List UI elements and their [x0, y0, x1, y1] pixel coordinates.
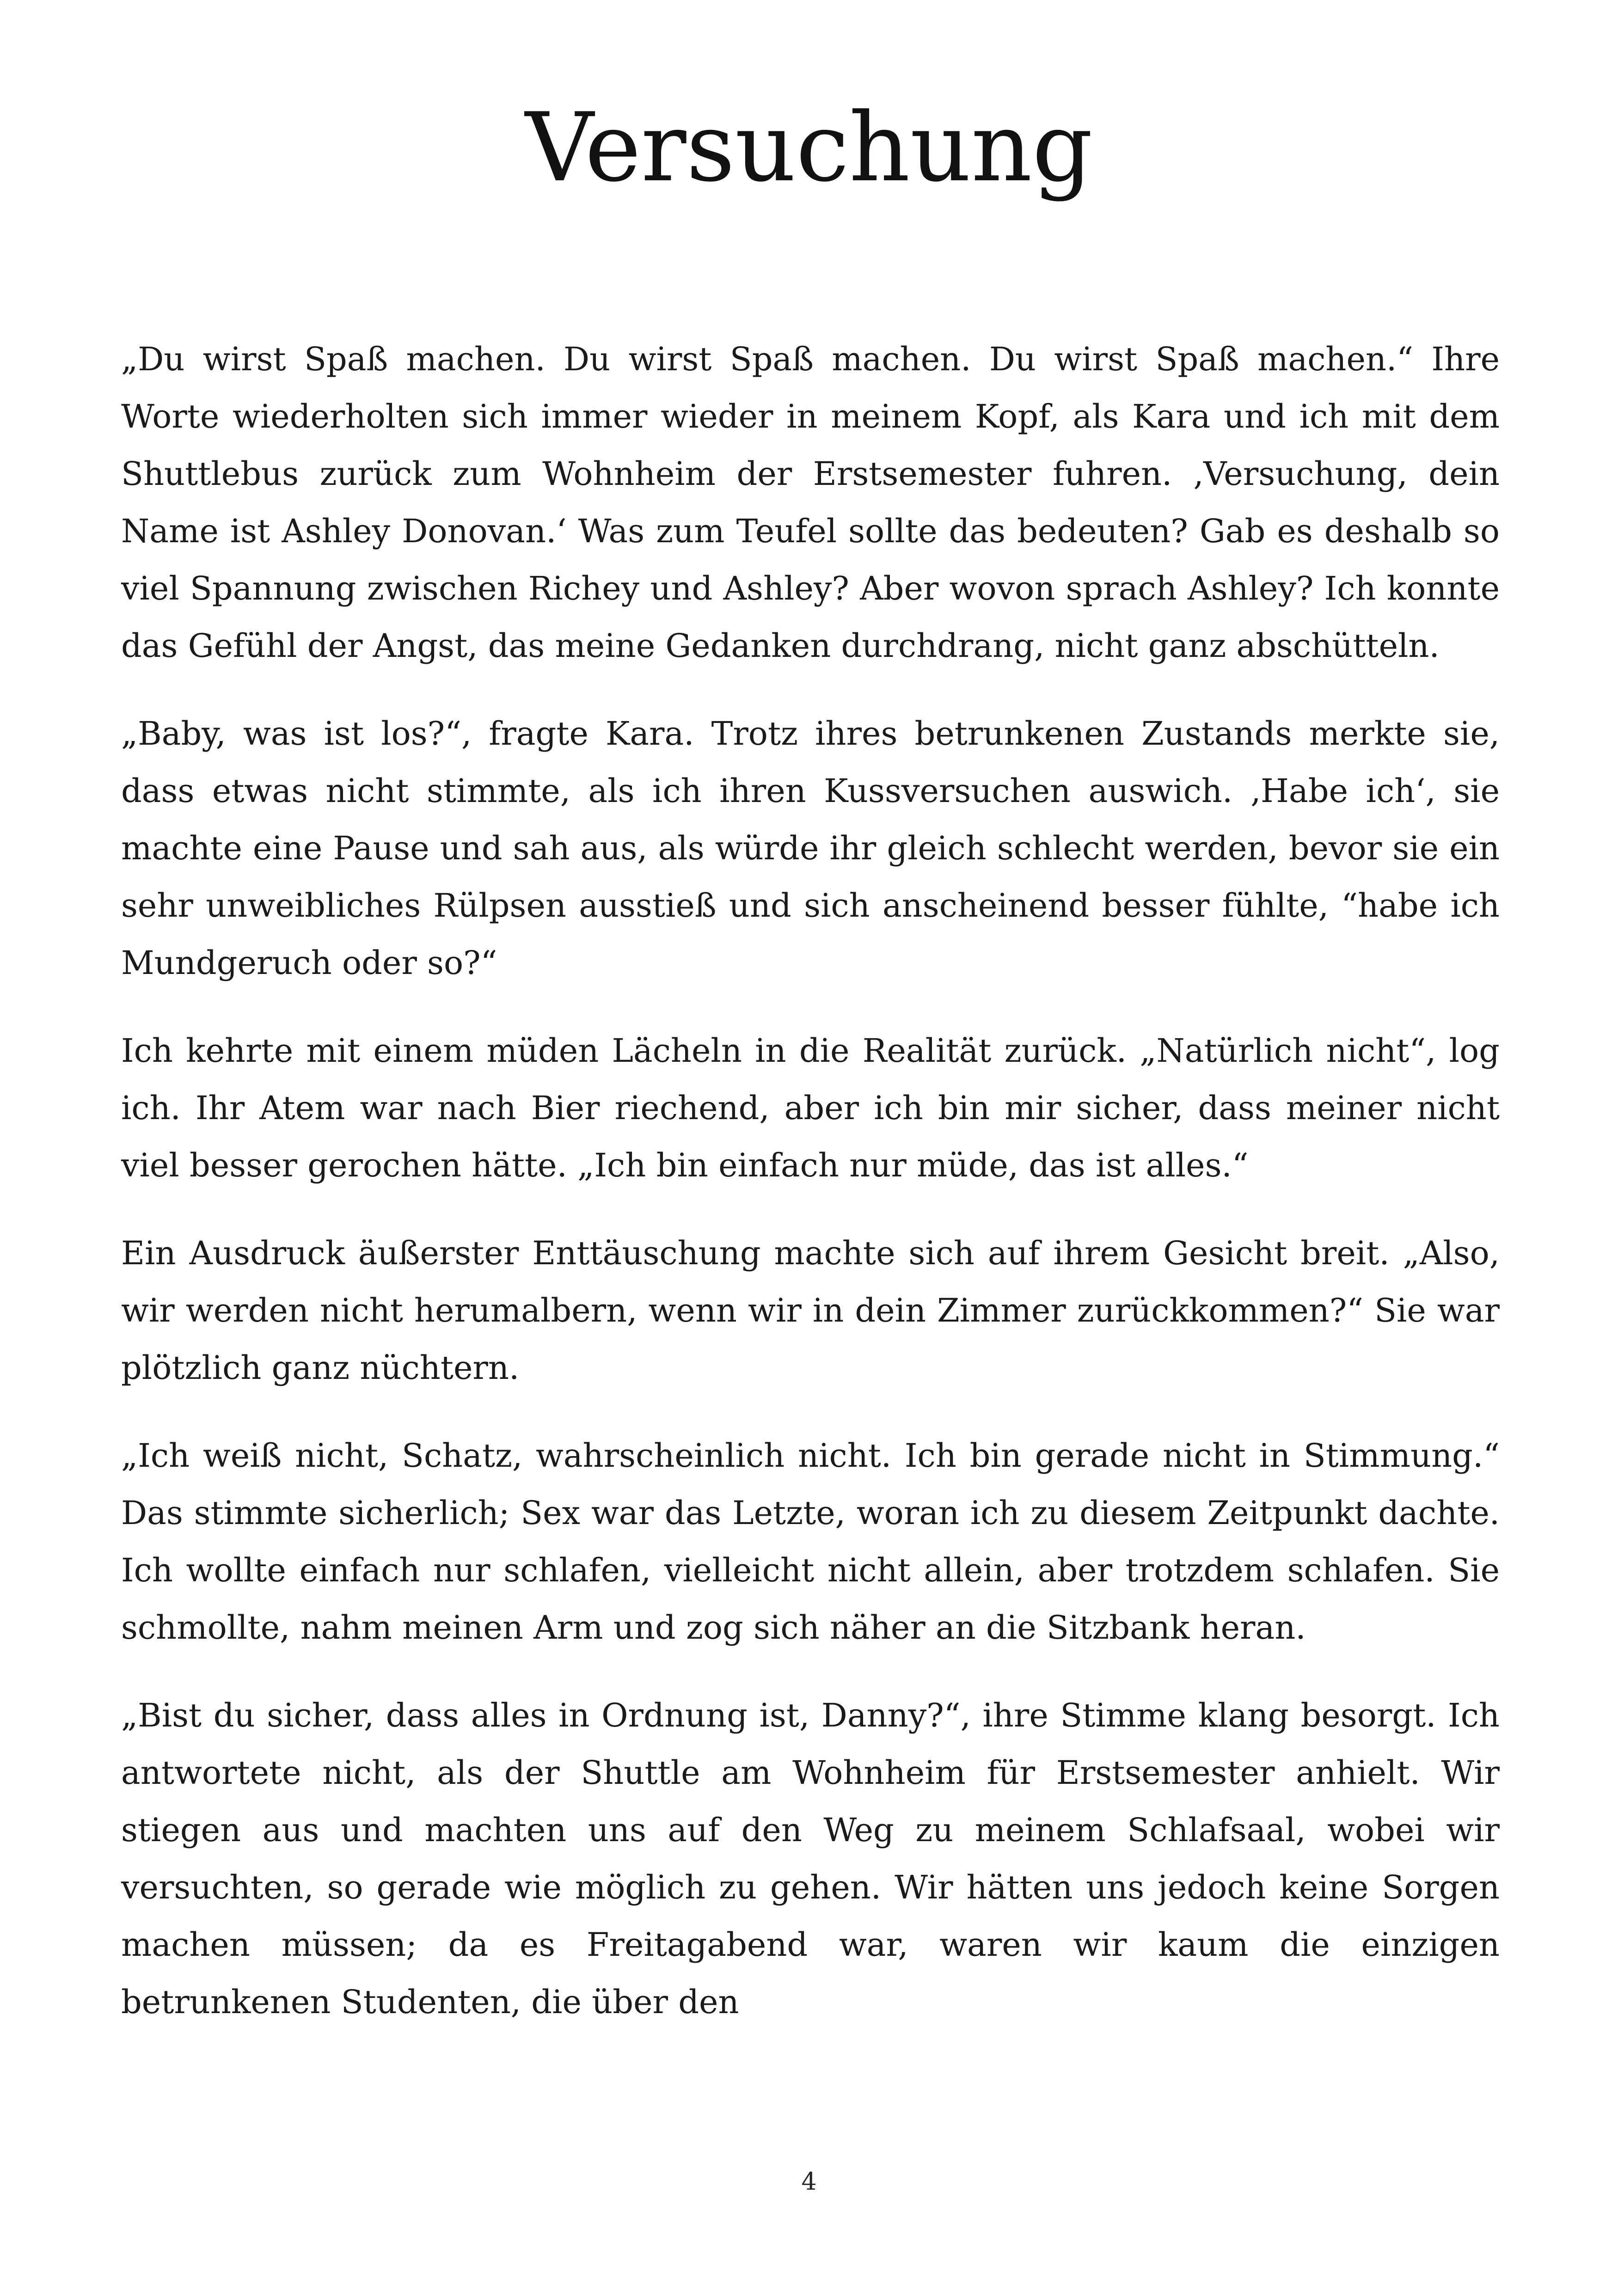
page-number: 4 — [801, 2168, 817, 2196]
chapter-body — [121, 331, 1500, 2061]
paragraph: „Ich weiß nicht, Schatz, wahrscheinlich nicht. Ich bin gerade nicht in Stimmung.“ Das stimmte sicherlich; Sex war das Letzte, woran ich zu diesem Zeitpunkt dachte. Ich wollte einfach nur schlafen, vielleicht nicht allein, aber trotzdem schlafen. Sie schmollte, nahm meinen Arm und zog sich näher an die Sitzbank heran. — [121, 1437, 1500, 1647]
paragraph: Ein Ausdruck äußerster Enttäuschung machte sich auf ihrem Gesicht breit. „Also, wir werden nicht herumalbern, wenn wir in dein Zimmer zurückkommen?“ Sie war plötzlich ganz nüchtern. — [121, 1234, 1500, 1387]
chapter-title: Versuchung — [525, 93, 1093, 203]
paragraph: Ich kehrte mit einem müden Lächeln in die Realität zurück. „Natürlich nicht“, log ich. Ihr Atem war nach Bier riechend, aber ich bin mir sicher, dass meiner nicht viel besser gerochen hätte. „Ich bin einfach nur müde, das ist alles.“ — [121, 1032, 1500, 1184]
paragraph: „Du wirst Spaß machen. Du wirst Spaß machen. Du wirst Spaß machen.“ Ihre Worte wiederholten sich immer wieder in meinem Kopf, als Kara und ich mit dem Shuttlebus zurück zum Wohnheim der Erstsemester fuhren. ‚Versuchung, dein Name ist Ashley Donovan.‘ Was zum Teufel sollte das bedeuten? Gab es deshalb so viel Spannung zwischen Richey und Ashley? Aber wovon sprach Ashley? Ich konnte das Gefühl der Angst, das meine Gedanken durchdrang, nicht ganz abschütteln. — [121, 340, 1500, 665]
paragraph: „Bist du sicher, dass alles in Ordnung ist, Danny?“, ihre Stimme klang besorgt. Ich antwortete nicht, als der Shuttle am Wohnheim für Erstsemester anhielt. Wir stiegen aus und machten uns auf den Weg zu meinem Schlafsaal, wobei wir versuchten, so gerade wie möglich zu gehen. Wir hätten uns jedoch keine Sorgen machen müssen; da es Freitagabend war, waren wir kaum die einzigen betrunkenen Studenten, die über den — [121, 1696, 1500, 2021]
paragraph: „Baby, was ist los?“, fragte Kara. Trotz ihres betrunkenen Zustands merkte sie, dass etwas nicht stimmte, als ich ihren Kussversuchen auswich. ‚Habe ich‘, sie machte eine Pause und sah aus, als würde ihr gleich schlecht werden, bevor sie ein sehr unweibliches Rülpsen ausstieß und sich anscheinend besser fühlte, “habe ich Mundgeruch oder so?“ — [121, 715, 1500, 982]
